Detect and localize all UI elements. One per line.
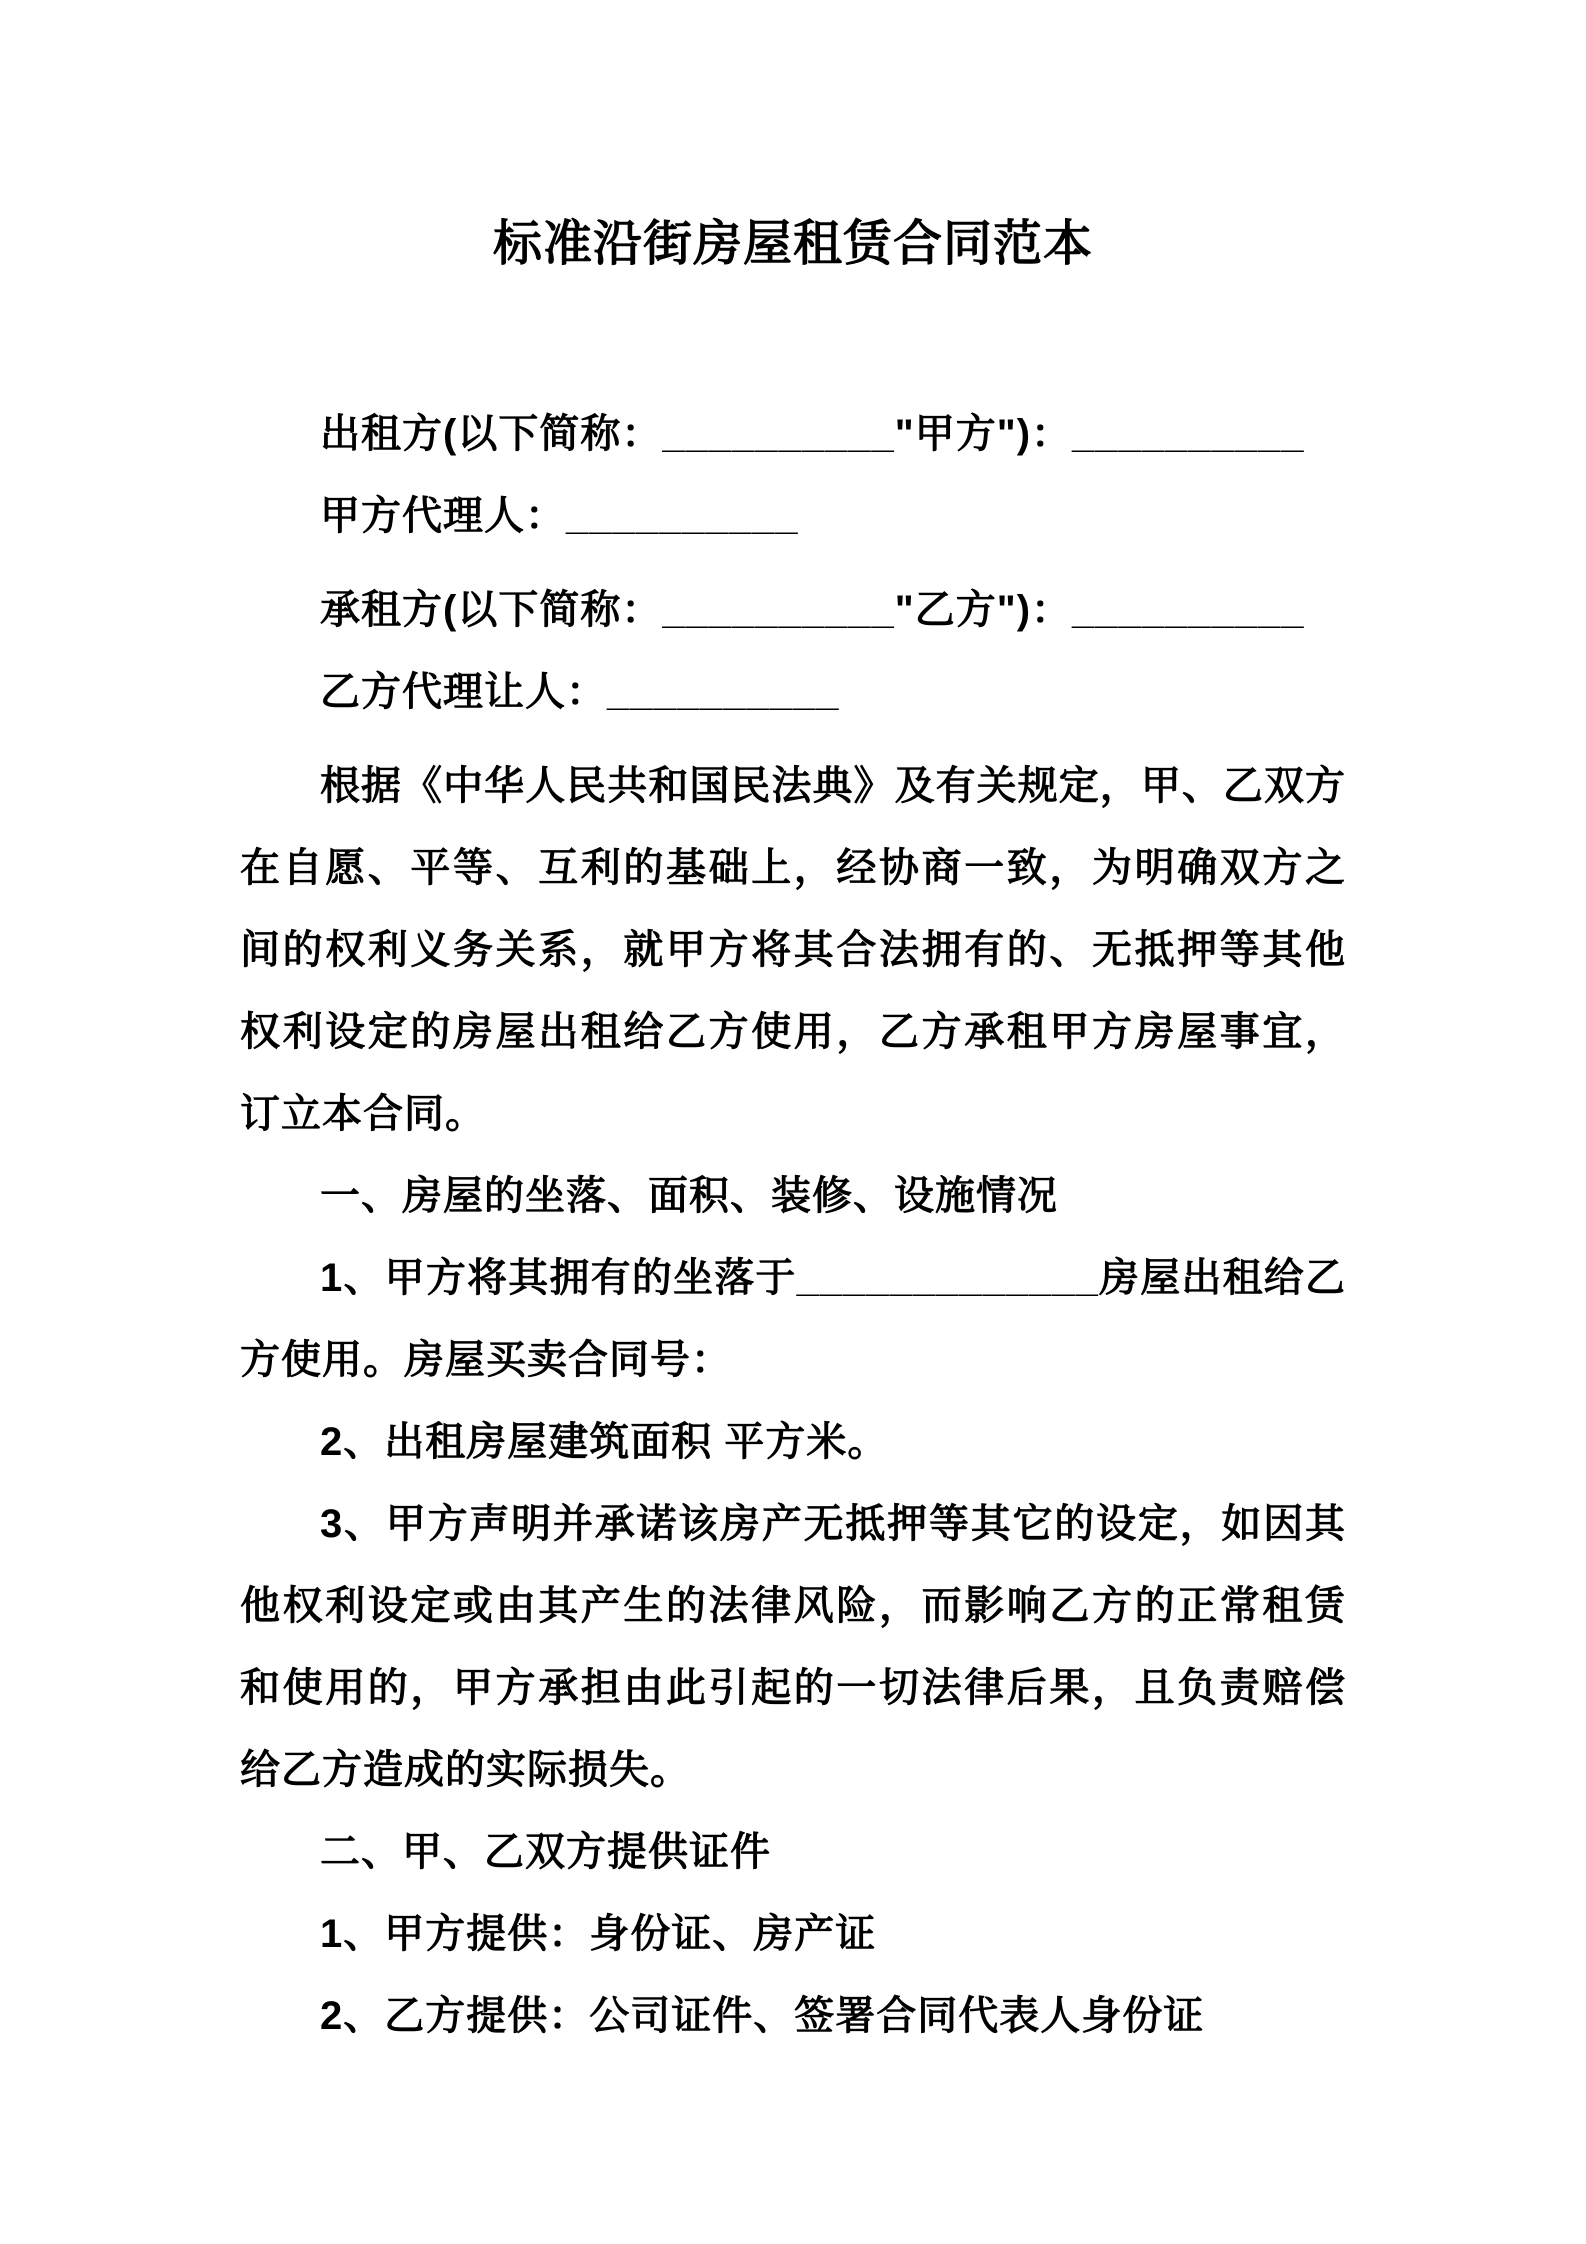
line-lessor: 出租方(以下简称：__________"甲方")：__________ — [320, 412, 1305, 456]
line-lessor-agent: 甲方代理人：__________ — [320, 494, 799, 538]
document-title: 标准沿街房屋租赁合同范本 — [492, 217, 1093, 271]
line-lessee-agent: 乙方代理让人：__________ — [320, 670, 840, 714]
paragraph-preamble: 根据《中华人民共和国民法典》及有关规定，甲、乙双方在自愿、平等、互利的基础上，经协商一致，为明确双方之间的权利义务关系，就甲方将其合法拥有的、无抵押等其他权利设定的房屋出租给乙方使用，乙方承租甲方房屋事宜，订立本合同。 — [240, 764, 1346, 1136]
clause-2-1: 1、甲方提供：身份证、房产证 — [320, 1912, 877, 1956]
heading-section-1: 一、房屋的坐落、面积、装修、设施情况 — [320, 1174, 1058, 1218]
clause-1-1: 1、甲方将其拥有的坐落于_____________房屋出租给乙方使用。房屋买卖合同号： — [240, 1256, 1346, 1382]
line-lessee: 承租方(以下简称：__________"乙方")：__________ — [320, 588, 1305, 632]
clause-2-2: 2、乙方提供：公司证件、签署合同代表人身份证 — [320, 1994, 1205, 2038]
clause-1-2: 2、出租房屋建筑面积 平方米。 — [320, 1420, 889, 1464]
heading-section-2: 二、甲、乙双方提供证件 — [320, 1830, 771, 1874]
clause-1-3: 3、甲方声明并承诺该房产无抵押等其它的设定，如因其他权利设定或由其产生的法律风险，而影响乙方的正常租赁和使用的，甲方承担由此引起的一切法律后果，且负责赔偿给乙方造成的实际损失。 — [240, 1502, 1346, 1792]
